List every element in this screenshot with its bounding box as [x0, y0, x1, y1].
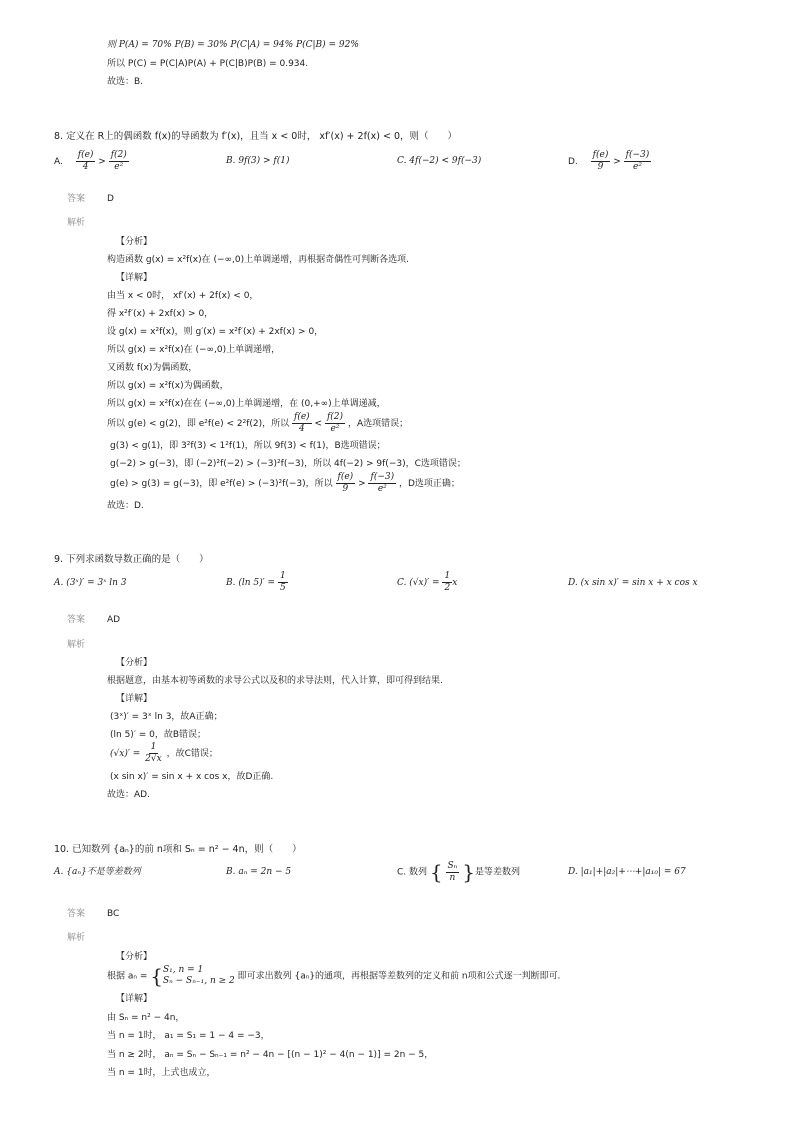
q8-d-rel: >: [613, 157, 621, 167]
q9-s1: 【分析】: [116, 658, 153, 668]
q8-d-den1: 9: [597, 162, 604, 172]
q10-s1: 【分析】: [116, 952, 153, 962]
q8-d-den2: e²: [633, 162, 642, 172]
q9-c-num: 1: [444, 571, 451, 581]
q10-s2-case1: S₁, n = 1: [162, 965, 204, 975]
q8-s11-b: ，A选项错误；: [347, 419, 409, 429]
q8-a-frac1: [76, 150, 96, 173]
q9-b-pre: B. (ln 5)′ =: [226, 578, 276, 588]
q10-s6: 当 n ≥ 2时， aₙ = Sₙ − Sₙ₋₁ = n² − 4n − [(n − 1)² − 4(n − 1)] = 2n − 5，: [107, 1050, 434, 1060]
q8-a-rel: >: [98, 157, 106, 167]
q8-s11: [107, 410, 408, 438]
q8-s11-d2: e²: [330, 424, 340, 434]
q8-analysis-label: 解析: [67, 218, 86, 228]
q8-s11-rel: <: [314, 419, 323, 429]
q8-s9: 所以 g(x) = x²f(x)为偶函数，: [107, 381, 229, 391]
q10-s2-a: 根据 aₙ =: [107, 971, 148, 982]
q8-s2: 构造函数 g(x) = x²f(x)在 (−∞,0)上单调递增，再根据奇偶性可判断各选项.: [107, 255, 410, 265]
q10-c-num: Sₙ: [447, 860, 458, 871]
q10-option-b: B. aₙ = 2n − 5: [226, 867, 292, 877]
q9-c-pre: C. (√x)′ =: [397, 578, 440, 588]
q8-s11-n1: f(e): [293, 412, 310, 422]
prev-line-2: 所以 P(C) = P(C|A)P(A) + P(C|B)P(B) = 0.934.: [107, 59, 309, 69]
q10-c-post: 是等差数列: [474, 867, 520, 878]
q8-s14-a: g(e) > g(3) = g(−3)，即 e²f(e) > (−3)²f(−3)，所以: [110, 479, 333, 489]
q10-s5: 当 n = 1时， a₁ = S₁ = 1 − 4 = −3，: [107, 1031, 270, 1041]
q8-a-num1: f(e): [77, 150, 94, 160]
q10-c-frac: [446, 861, 460, 884]
q8-s13: g(−2) > g(−3)，即 (−2)²f(−2) > (−3)²f(−3)，所以 4f(−2) > 9f(−3)，C选项错误；: [110, 459, 466, 469]
q9-stem: 9. 下列求函数导数正确的是（ ）: [54, 554, 209, 565]
q9-s4: (3ˣ)′ = 3ˣ ln 3，故A正确；: [110, 712, 223, 722]
q8-s5: 得 x²f′(x) + 2xf(x) > 0，: [107, 309, 214, 319]
q8-s14-rel: >: [358, 479, 366, 489]
q9-option-b: [226, 569, 288, 597]
q10-s2-cases: [163, 965, 235, 987]
q8-s15: 故选：D.: [107, 501, 144, 511]
q9-b-frac: [278, 571, 288, 594]
q9-s6-a: (√x)′ =: [110, 749, 141, 759]
q9-option-a: A. (3ˣ)′ = 3ˣ ln 3: [54, 578, 127, 588]
q8-s11-a: 所以 g(e) < g(2)，即 e²f(e) < 2²f(2)，所以: [107, 419, 290, 429]
q8-d-num1: f(e): [592, 150, 609, 160]
q8-d-label: D.: [568, 157, 578, 167]
q10-s2-brace: {: [150, 964, 163, 988]
q8-s3: 【详解】: [116, 273, 153, 283]
q10-answer-label: 答案: [67, 909, 86, 919]
q10-c-pre: C. 数列: [397, 867, 428, 878]
q10-s2-b: 即可求出数列 {aₙ}的通项，再根据等差数列的定义和前 n项和公式逐一判断即可.: [237, 971, 561, 982]
q9-s6-b: ，故C错误；: [166, 749, 218, 759]
q9-answer-label: 答案: [67, 615, 86, 625]
q8-s14-d1: 9: [342, 484, 349, 494]
q10-c-lbrace: {: [429, 860, 443, 884]
q8-s14-b: ，D选项正确；: [398, 479, 460, 489]
q8-d-frac1: [591, 150, 611, 173]
q8-a-den2: e²: [114, 162, 124, 172]
q8-s11-n2: f(2): [326, 412, 344, 422]
q8-s12: g(3) < g(1)，即 3²f(3) < 1²f(1)，所以 9f(3) < f(1)，B选项错误；: [110, 441, 386, 451]
q8-a-den1: 4: [82, 162, 89, 172]
q8-option-c: C. 4f(−2) < 9f(−3): [397, 156, 482, 166]
q10-s7: 当 n = 1时，上式也成立，: [107, 1068, 216, 1078]
q9-s8: 故选：AD.: [107, 790, 150, 800]
q8-s10: 所以 g(x) = x²f(x)在在 (−∞,0)上单调递增，在 (0,+∞)上单调递减，: [107, 399, 386, 409]
q8-s14: [110, 470, 460, 498]
q9-s6: [110, 740, 218, 768]
q9-s5: (ln 5)′ = 0，故B错误；: [110, 730, 207, 740]
q8-a-label: A.: [54, 157, 63, 167]
q10-option-a: A. {aₙ}不是等差数列: [54, 867, 141, 877]
q10-s3: 【详解】: [116, 994, 153, 1004]
q8-s14-d2: e²: [377, 484, 387, 494]
q8-s11-frac1: [292, 412, 312, 435]
q8-answer-label: 答案: [67, 194, 86, 204]
q9-answer: AD: [107, 615, 121, 625]
q8-s14-n2: f(−3): [370, 472, 395, 482]
q10-option-c: [397, 858, 520, 887]
q8-d-num2: f(−3): [625, 150, 650, 160]
q8-s11-d1: 4: [298, 424, 305, 434]
q8-stem: 8. 定义在 R上的偶函数 f(x)的导函数为 f′(x)，且当 x < 0时， xf′(x) + 2f(x) < 0，则（ ）: [54, 131, 457, 142]
q9-c-frac: [442, 571, 452, 594]
q9-c-post: x: [452, 578, 458, 588]
q8-s11-frac2: [325, 412, 345, 435]
q8-s4: 由当 x < 0时， xf′(x) + 2f(x) < 0，: [107, 291, 259, 301]
q10-s4: 由 Sₙ = n² − 4n，: [107, 1013, 185, 1023]
q10-option-d: D. |a₁|+|a₂|+⋯+|a₁₀| = 67: [568, 867, 686, 877]
q8-a-num2: f(2): [110, 150, 127, 160]
q8-s14-n1: f(e): [337, 472, 354, 482]
q9-s3: 【详解】: [116, 694, 153, 704]
q10-stem: 10. 已知数列 {aₙ}的前 n项和 Sₙ = n² − 4n，则（ ）: [54, 844, 302, 855]
q9-b-num: 1: [279, 571, 286, 581]
prev-line-3: 故选：B.: [107, 77, 144, 87]
prev-line-1: 则 P(A) = 70% P(B) = 30% P(C|A) = 94% P(C|B) = 92%: [107, 40, 359, 50]
q9-s6-den: 2√x: [145, 754, 162, 764]
q9-option-c: [397, 569, 457, 597]
q10-answer: BC: [107, 909, 120, 919]
q10-s2-case2: Sₙ − Sₙ₋₁, n ≥ 2: [162, 976, 235, 986]
q9-analysis-label: 解析: [67, 640, 86, 650]
q8-answer: D: [107, 194, 114, 204]
q9-c-den: 2: [444, 583, 451, 593]
q9-s7: (x sin x)′ = sin x + x cos x，故D正确.: [110, 772, 274, 782]
q10-c-rbrace: }: [462, 860, 475, 884]
q10-analysis-label: 解析: [67, 933, 86, 943]
q8-option-b: B. 9f(3) > f(1): [226, 156, 290, 166]
q8-s6: 设 g(x) = x²f(x)，则 g′(x) = x²f′(x) + 2xf(x) > 0，: [107, 327, 324, 337]
q8-d-frac2: [624, 150, 652, 173]
q9-b-den: 5: [279, 583, 286, 593]
q8-s8: 又函数 f(x)为偶函数，: [107, 363, 198, 373]
q8-option-d: [568, 148, 651, 176]
q8-option-a: [54, 148, 129, 176]
q10-c-den: n: [449, 872, 456, 883]
q9-option-d: D. (x sin x)′ = sin x + x cos x: [568, 578, 698, 588]
q8-s7: 所以 g(x) = x²f(x)在 (−∞,0)上单调递增，: [107, 345, 281, 355]
q9-s6-num: 1: [150, 742, 157, 752]
q9-s6-frac: [143, 742, 164, 765]
q8-a-frac2: [109, 150, 129, 173]
q9-s2: 根据题意，由基本初等函数的求导公式以及积的求导法则，代入计算，即可得到结果.: [107, 676, 443, 686]
q8-s14-frac1: [336, 472, 356, 495]
q10-s2: [107, 962, 560, 991]
q8-s1: 【分析】: [116, 237, 153, 247]
q8-s14-frac2: [368, 472, 396, 495]
